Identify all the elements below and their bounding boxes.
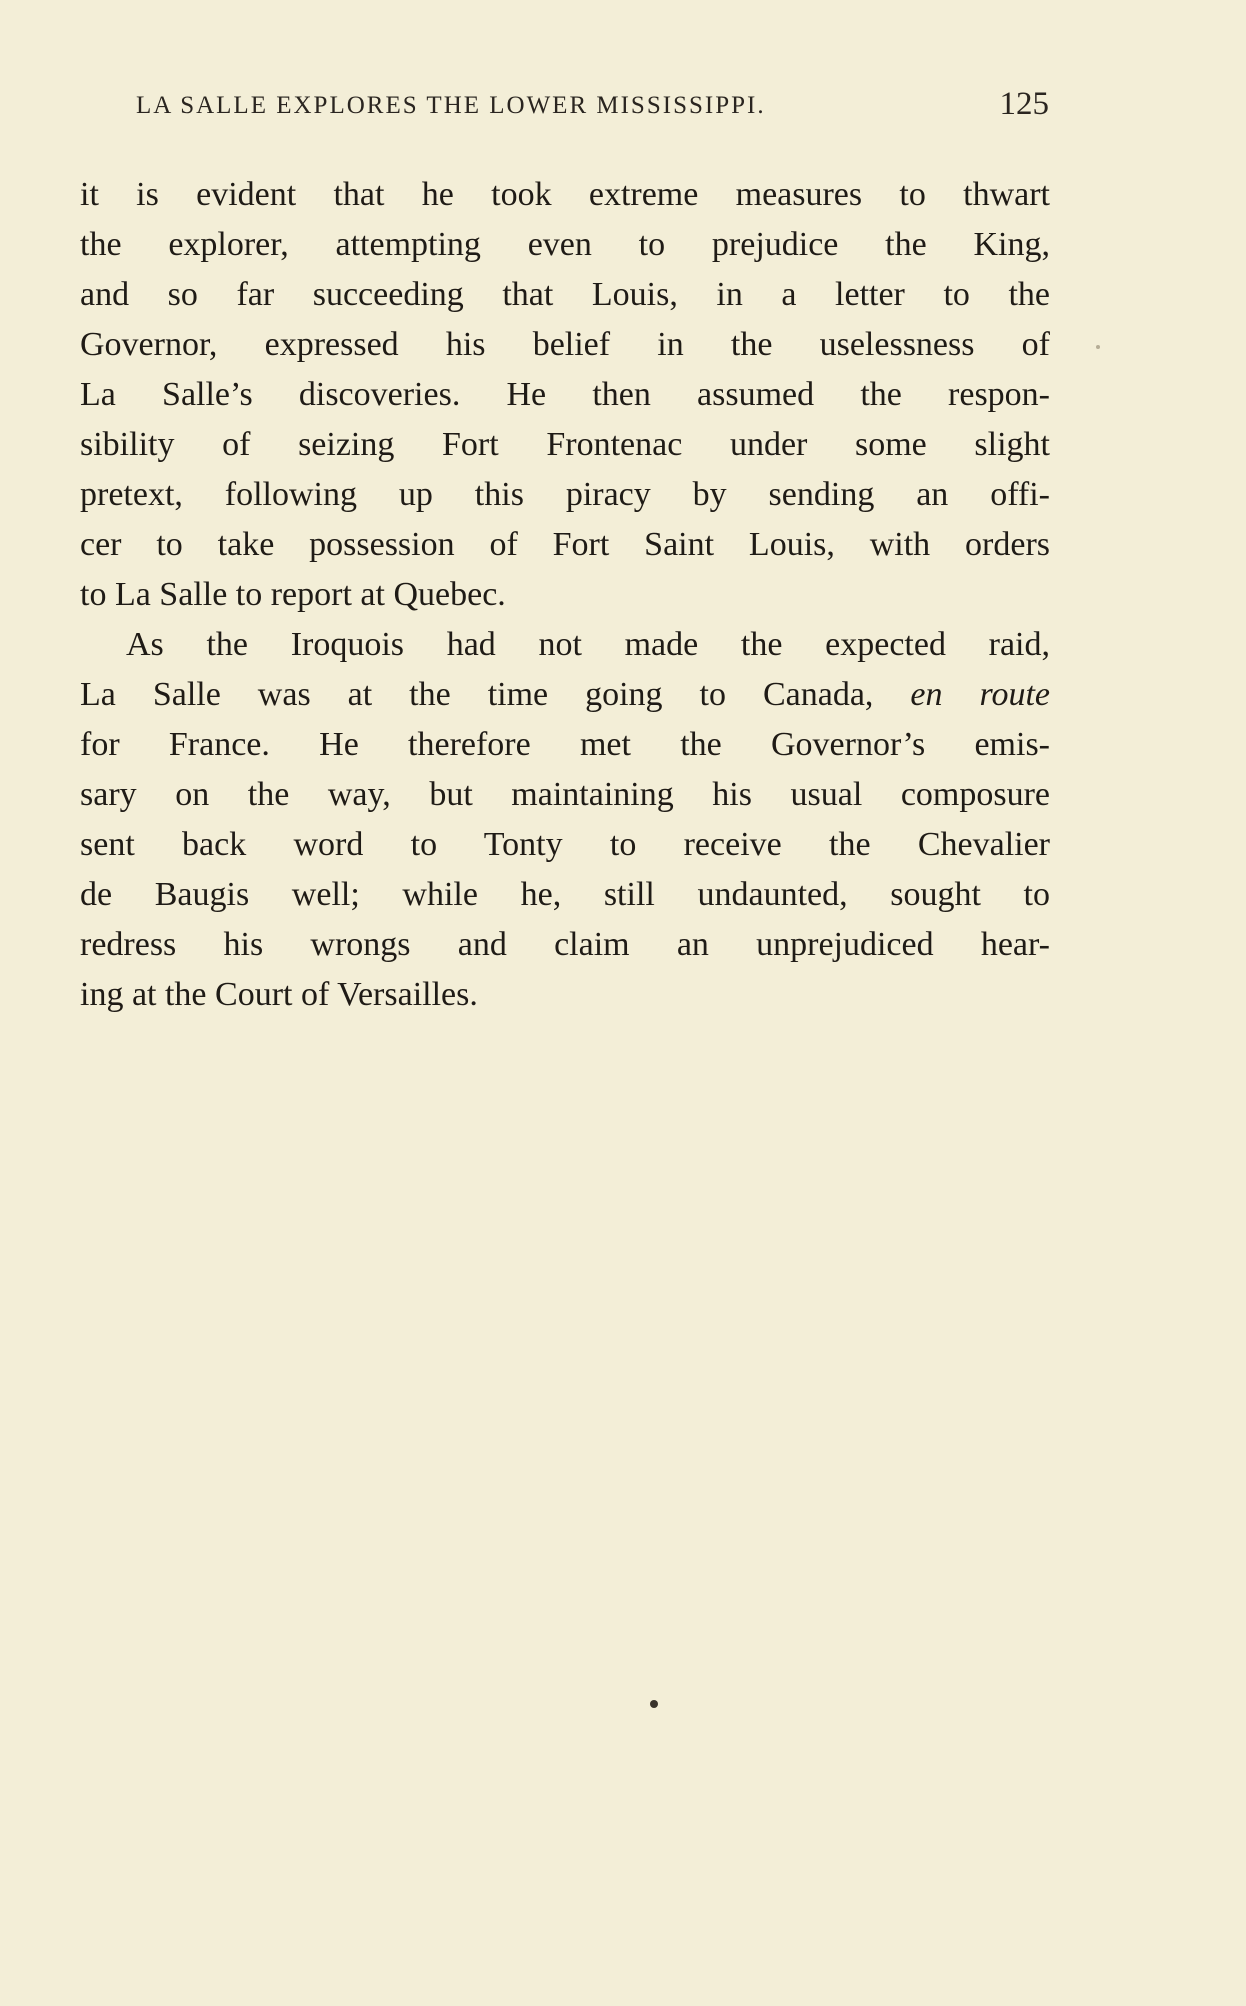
- text-line: for France. He therefore met the Governor’s emis-: [80, 726, 1050, 763]
- text-line: to La Salle to report at Quebec.: [80, 576, 506, 613]
- text-line: sibility of seizing Fort Frontenac under some slight: [80, 426, 1050, 463]
- body-text: [80, 170, 1050, 1020]
- text-line: it is evident that he took extreme measures to thwart: [80, 176, 1050, 213]
- text-line: and so far succeeding that Louis, in a letter to the: [80, 276, 1050, 313]
- running-head-title: LA SALLE EXPLORES THE LOWER MISSISSIPPI.: [136, 92, 766, 119]
- text-line: As the Iroquois had not made the expected raid,: [126, 626, 1050, 663]
- text-line: cer to take possession of Fort Saint Louis, with orders: [80, 526, 1050, 563]
- text-line: redress his wrongs and claim an unprejudiced hear-: [80, 926, 1050, 963]
- ink-dot: [650, 1700, 658, 1708]
- margin-speck: [1096, 345, 1100, 349]
- page-number: 125: [999, 86, 1049, 122]
- text-line: the explorer, attempting even to prejudice the King,: [80, 226, 1050, 263]
- text-line: sary on the way, but maintaining his usual composure: [80, 776, 1050, 813]
- text-line: ing at the Court of Versailles.: [80, 976, 478, 1013]
- paragraph-1: [80, 170, 1050, 620]
- text-line-with-italic: [80, 670, 1050, 720]
- paragraph-2: [80, 620, 1050, 1020]
- text-line: pretext, following up this piracy by sending an offi-: [80, 476, 1050, 513]
- text-line: Governor, expressed his belief in the uselessness of: [80, 326, 1050, 363]
- italic-phrase: en route: [910, 676, 1050, 713]
- running-head: [136, 86, 1049, 130]
- text-line: de Baugis well; while he, still undaunted, sought to: [80, 876, 1050, 913]
- text-span: La Salle was at the time going to Canada,: [80, 676, 911, 713]
- text-line: sent back word to Tonty to receive the Chevalier: [80, 826, 1050, 863]
- text-line: La Salle’s discoveries. He then assumed the respon-: [80, 376, 1050, 413]
